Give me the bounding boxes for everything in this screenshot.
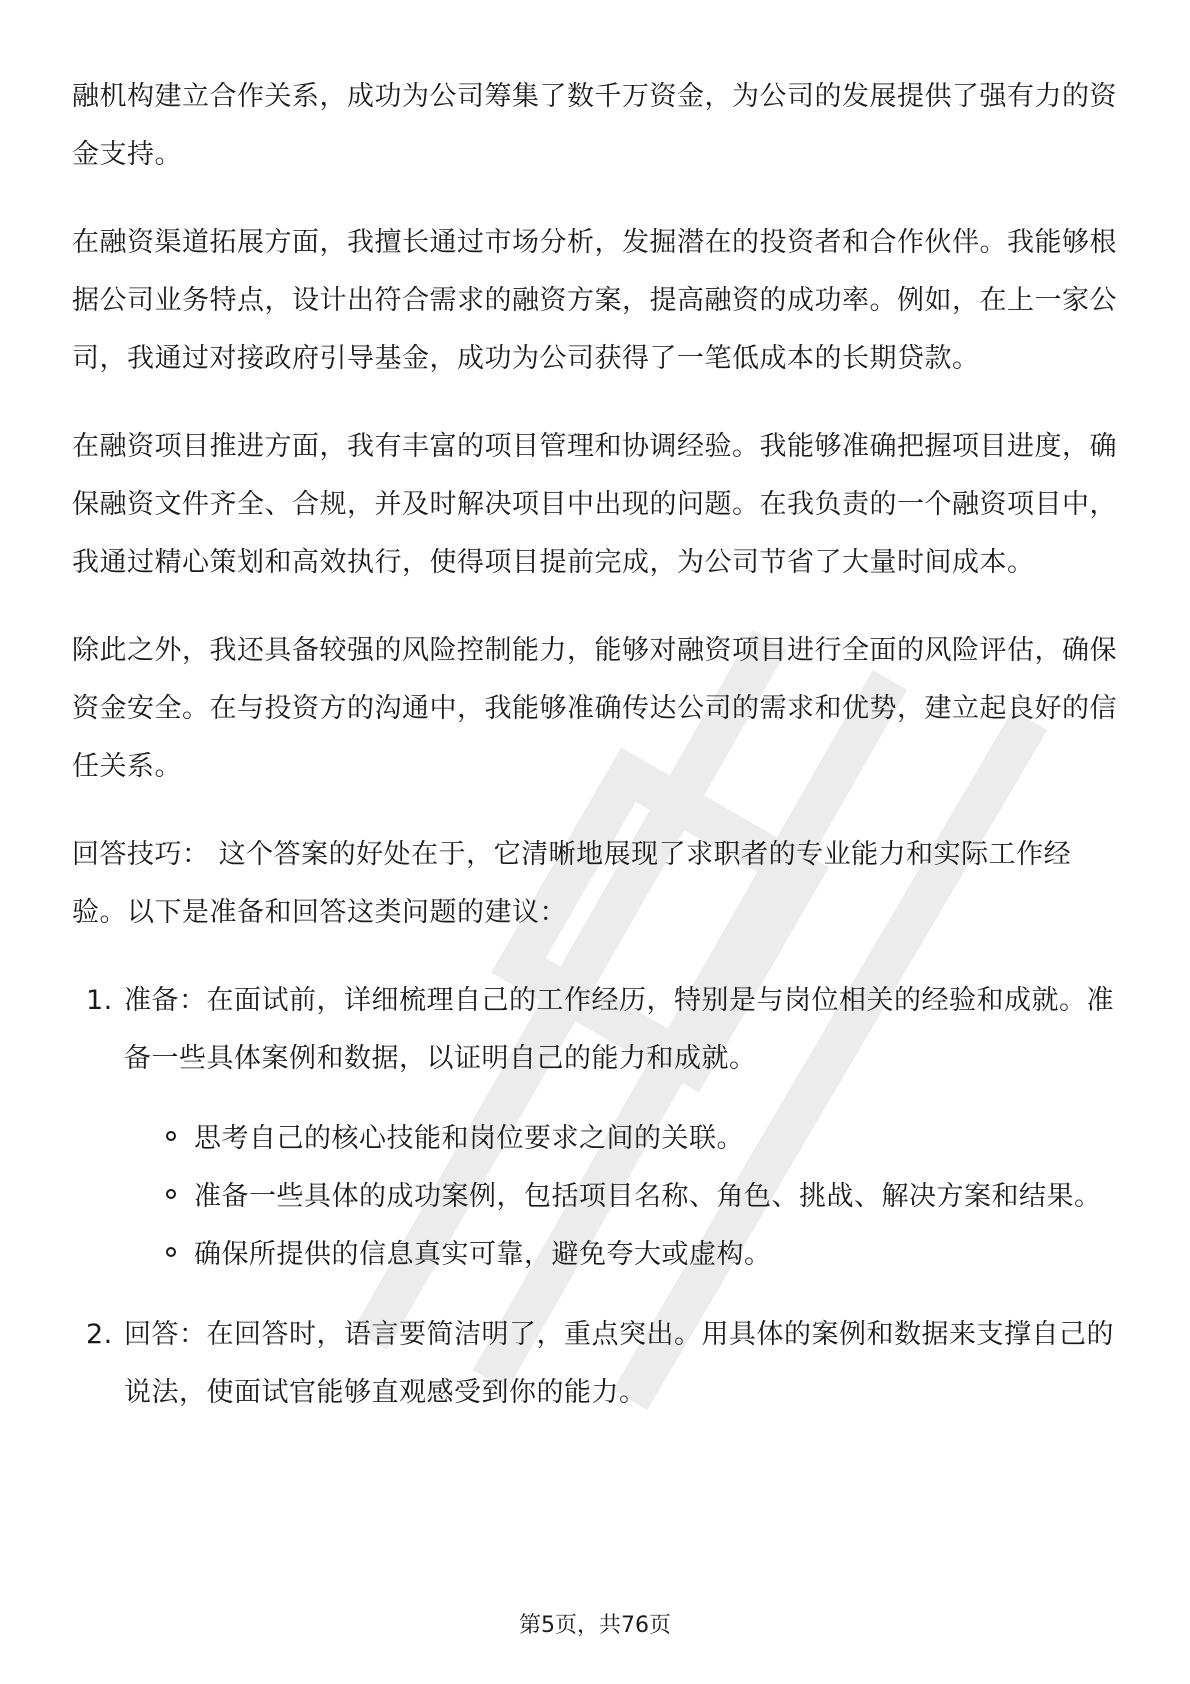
sublist: [72, 1110, 1122, 1284]
document-body: [72, 68, 1122, 1422]
hollow-bullet-icon: [166, 1131, 176, 1141]
sublist-item: [166, 1168, 1122, 1226]
paragraph: 除此之外，我还具备较强的风险控制能力，能够对融资项目进行全面的风险评估，确保资金安全。在与投资方的沟通中，我能够准确传达公司的需求和优势，建立起良好的信任关系。: [72, 635, 1117, 782]
list-item-text: 回答：在回答时，语言要简洁明了，重点突出。用具体的案例和数据来支撑自己的说法，使面试官能够直观感受到你的能力。: [124, 1319, 1114, 1408]
sublist-item-text: 思考自己的核心技能和岗位要求之间的关联。: [194, 1123, 744, 1154]
hollow-bullet-icon: [166, 1247, 176, 1257]
sublist-item-text: 准备一些具体的成功案例，包括项目名称、角色、挑战、解决方案和结果。: [194, 1181, 1102, 1212]
paragraph: 在融资渠道拓展方面，我擅长通过市场分析，发掘潜在的投资者和合作伙伴。我能够根据公司业务特点，设计出符合需求的融资方案，提高融资的成功率。例如，在上一家公司，我通过对接政府引导基金，成功为公司获得了一笔低成本的长期贷款。: [72, 227, 1117, 374]
answer-tips-paragraph: 回答技巧： 这个答案的好处在于，它清晰地展现了求职者的专业能力和实际工作经验。以下是准备和回答这类问题的建议：: [72, 839, 1072, 928]
page-footer: 第5页，共76页: [519, 1613, 671, 1638]
list-number: 1.: [86, 985, 113, 1016]
sublist-item-text: 确保所提供的信息真实可靠，避免夸大或虚构。: [194, 1239, 772, 1270]
hollow-bullet-icon: [166, 1189, 176, 1199]
list-item-answer: [72, 1306, 1122, 1422]
list-number: 2.: [86, 1319, 113, 1350]
list-item-text: 准备：在面试前，详细梳理自己的工作经历，特别是与岗位相关的经验和成就。准备一些具体案例和数据，以证明自己的能力和成就。: [124, 985, 1114, 1074]
sublist-item: [166, 1226, 1122, 1284]
paragraph: 在融资项目推进方面，我有丰富的项目管理和协调经验。我能够准确把握项目进度，确保融资文件齐全、合规，并及时解决项目中出现的问题。在我负责的一个融资项目中，我通过精心策划和高效执行，使得项目提前完成，为公司节省了大量时间成本。: [72, 431, 1117, 578]
paragraph: 融机构建立合作关系，成功为公司筹集了数千万资金，为公司的发展提供了强有力的资金支持。: [72, 81, 1117, 170]
sublist-item: [166, 1110, 1122, 1168]
list-item-prepare: [72, 972, 1122, 1088]
